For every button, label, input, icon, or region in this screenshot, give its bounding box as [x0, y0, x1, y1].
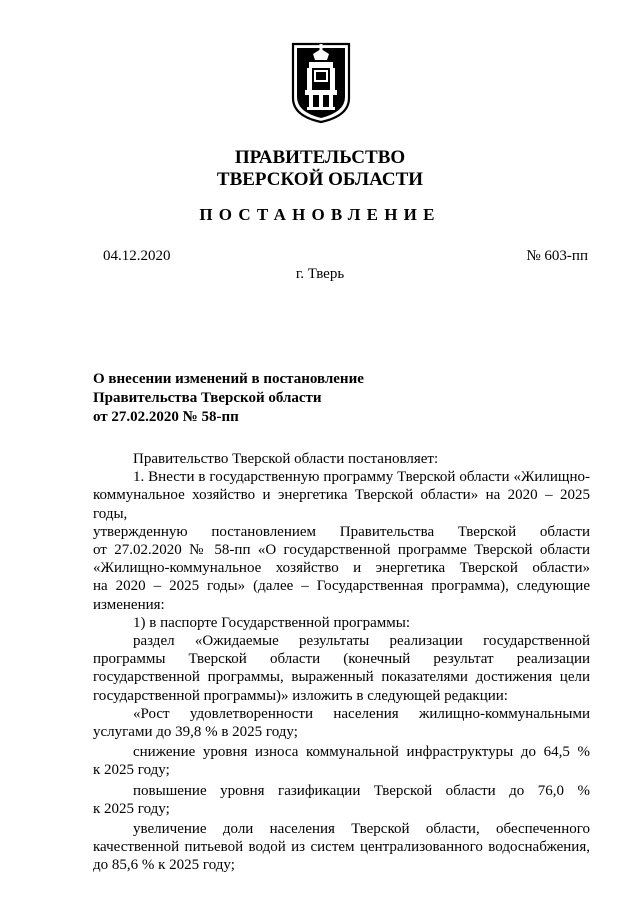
subject-line2: Правительства Тверской области [93, 390, 322, 406]
document-subject [93, 370, 453, 427]
item-1-line2: коммунальное хозяйство и энергетика Тверской области» на 2020 – 2025 годы, [93, 487, 590, 522]
document-number: № 603-пп [526, 248, 588, 264]
government-name [0, 147, 640, 191]
government-name-line2: ТВЕРСКОЙ ОБЛАСТИ [216, 169, 424, 190]
document-body [93, 450, 590, 875]
subject-line3: от 27.02.2020 № 58-пп [93, 409, 239, 425]
result-3-line1: повышение уровня газификации Тверской области до 76,0 % [133, 782, 590, 799]
government-name-line1: ПРАВИТЕЛЬСТВО [234, 147, 406, 168]
section-line1: раздел «Ожидаемые результаты реализации государственной [133, 633, 590, 650]
result-4-line2: качественной питьевой водой из систем централизованного водоснабжения, [93, 839, 590, 856]
result-3-line2: к 2025 году; [93, 800, 170, 817]
section-line3: государственной программы, выраженный показателями достижения цели [93, 669, 590, 686]
item-1-line5: «Жилищно-коммунальное хозяйство и энергетика Тверской области» [93, 560, 590, 577]
result-2-line1: снижение уровня износа коммунальной инфраструктуры до 64,5 % [133, 744, 590, 761]
result-1-line1: «Рост удовлетворенности населения жилищно-коммунальными [133, 705, 590, 722]
subject-line1: О внесении изменений в постановление [93, 371, 364, 387]
item-1-line3: утвержденную постановлением Правительства Тверской области [93, 523, 590, 540]
document-city: г. Тверь [295, 266, 345, 282]
item-1-line6: на 2020 – 2025 годы» (далее – Государственная программа), следующие [93, 578, 590, 595]
result-4-line1: увеличение доли населения Тверской области, обеспеченного [133, 821, 590, 838]
item-1-line7: изменения: [93, 596, 165, 613]
result-2-line2: к 2025 году; [93, 762, 170, 779]
subitem-1: 1) в паспорте Государственной программы: [133, 614, 411, 631]
section-line4: государственной программы)» изложить в следующей редакции: [93, 687, 508, 704]
tver-coat-of-arms-emblem [289, 40, 353, 124]
item-1-line4: от 27.02.2020 № 58-пп «О государственной программе Тверской области [93, 542, 590, 559]
body-intro: Правительство Тверской области постановляет: [133, 451, 439, 467]
document-type-heading: ПОСТАНОВЛЕНИЕ [199, 205, 441, 224]
result-1-line2: услугами до 39,8 % в 2025 году; [93, 724, 298, 741]
section-line2: программы Тверской области (конечный результат реализации [93, 651, 590, 668]
item-1-line1: 1. Внести в государственную программу Тверской области «Жилищно- [133, 469, 590, 486]
document-date: 04.12.2020 [103, 248, 171, 264]
result-4-line3: до 85,6 % к 2025 году; [93, 857, 235, 874]
